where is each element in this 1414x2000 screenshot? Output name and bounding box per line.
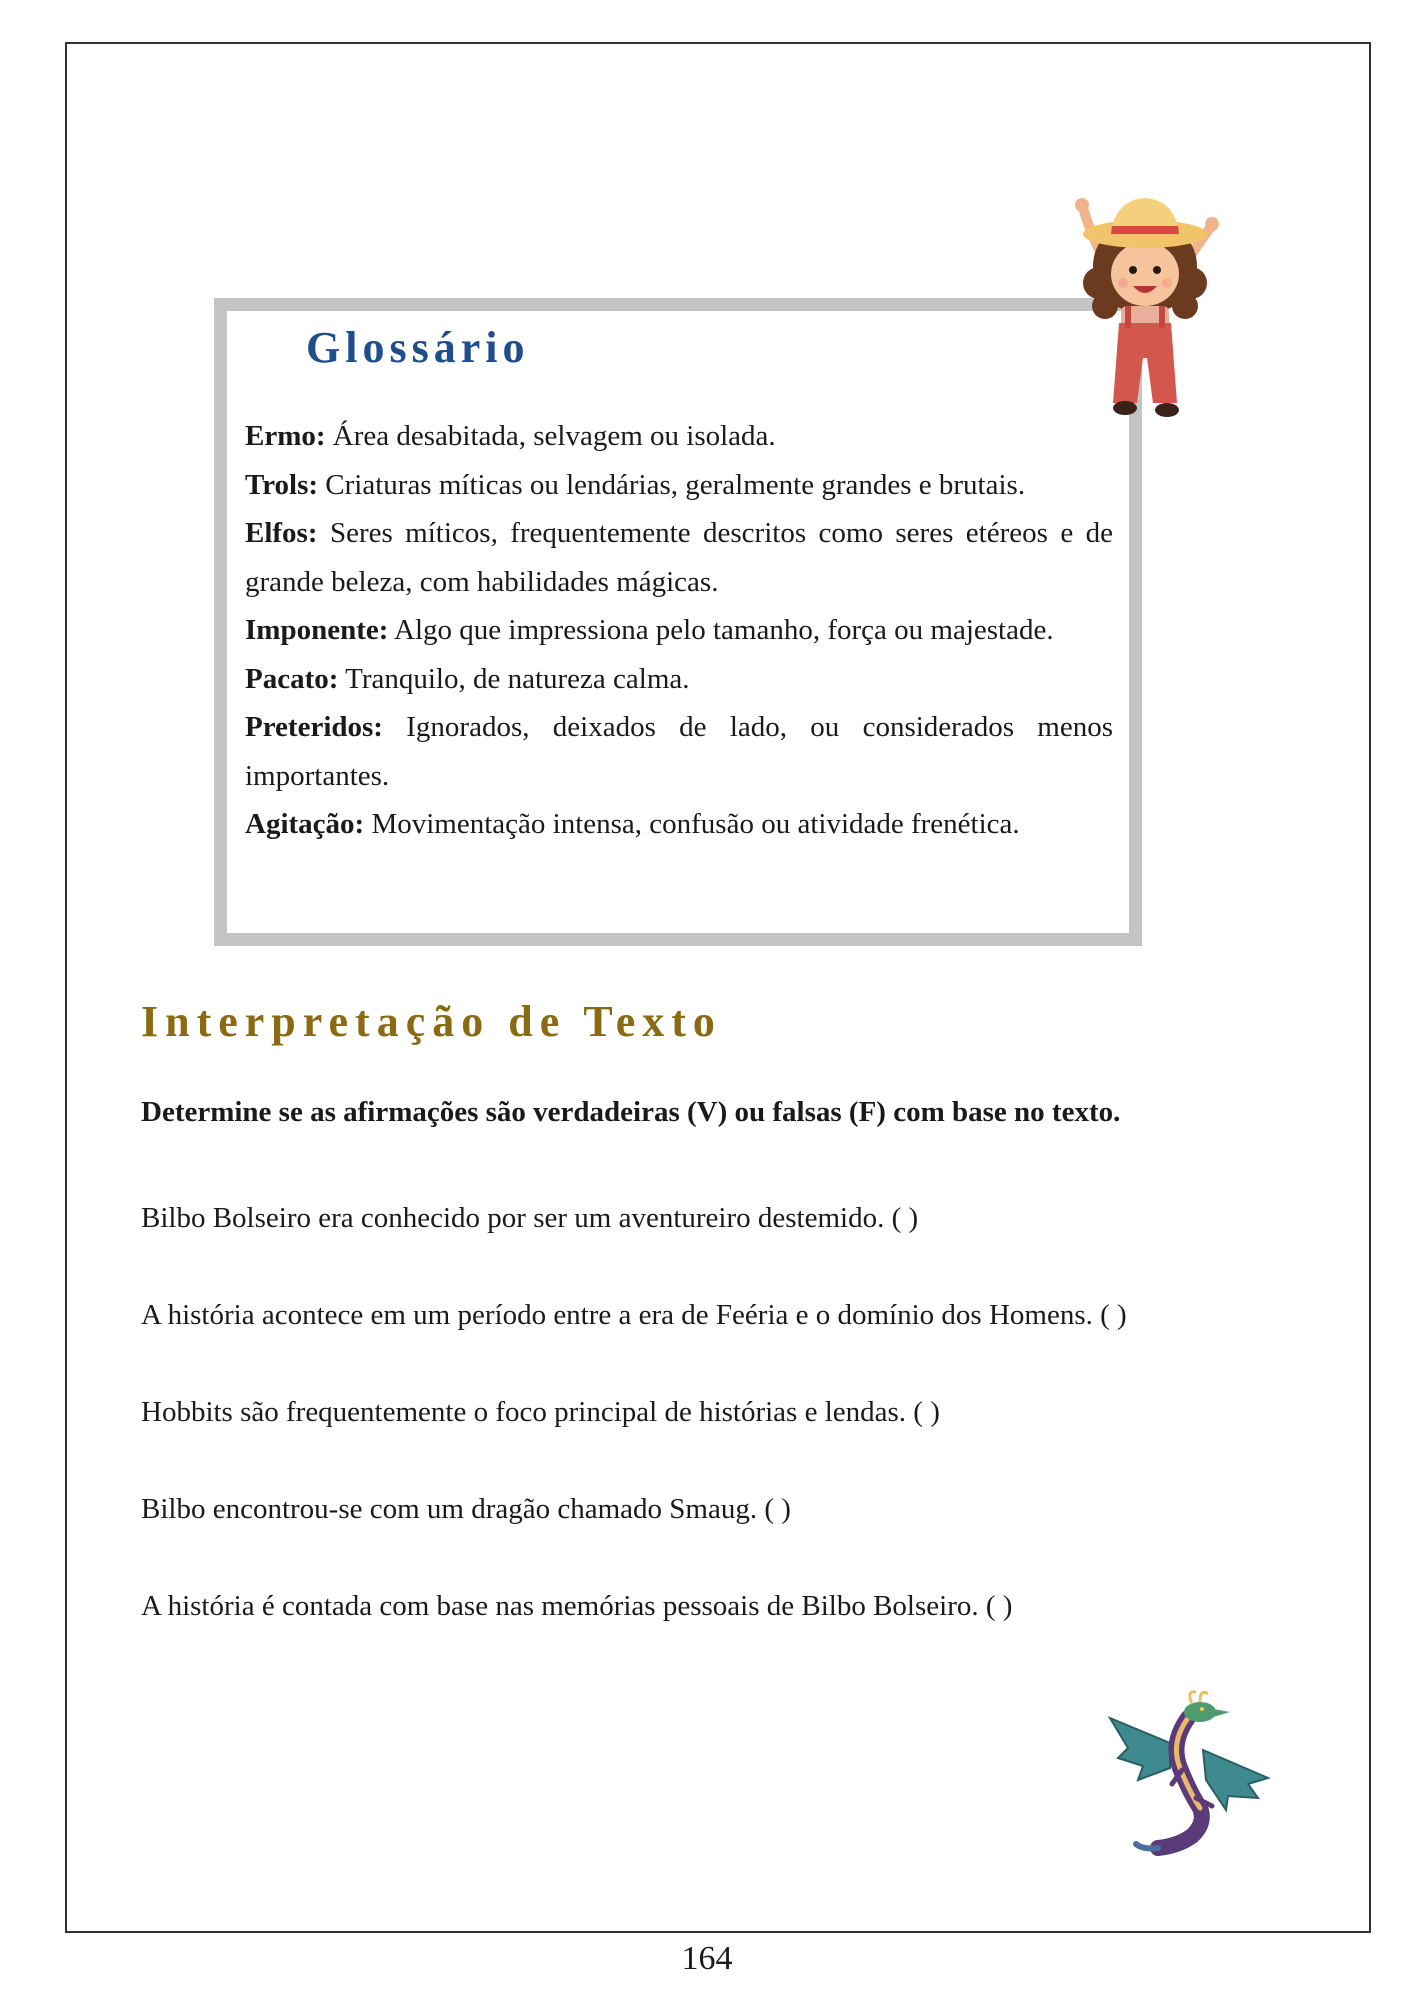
glossary-list: [245, 412, 1113, 849]
glossary-entry-pacato: [245, 655, 1113, 704]
glossary-title: Glossário: [306, 323, 530, 372]
page-number: 164: [681, 1940, 733, 1977]
glossary-definition: Criaturas míticas ou lendárias, geralmente grandes e brutais.: [325, 468, 1026, 501]
instruction-text: Determine se as afirmações são verdadeiras (V) ou falsas (F) com base no texto.: [141, 1096, 1121, 1128]
glossary-term: Preteridos:: [245, 711, 383, 743]
glossary-definition: Algo que impressiona pelo tamanho, força ou majestade.: [394, 614, 1054, 646]
glossary-definition: Movimentação intensa, confusão ou atividade frenética.: [371, 808, 1020, 840]
glossary-entry-imponente: [245, 606, 1113, 655]
glossary-entry-preteridos: [245, 703, 1113, 800]
glossary-definition: Área desabitada, selvagem ou isolada.: [332, 420, 776, 452]
section-title: Interpretação de Texto: [141, 997, 722, 1046]
glossary-entry-trols: [245, 461, 1113, 510]
dragon-illustration: [1108, 1688, 1278, 1858]
statement-item: Hobbits são frequentemente o foco principal de histórias e lendas. ( ): [141, 1396, 940, 1428]
glossary-term: Elfos:: [245, 517, 318, 549]
glossary-definition: Ignorados, deixados de lado, ou considerados menos importantes.: [245, 711, 1113, 792]
glossary-definition: Tranquilo, de natureza calma.: [345, 662, 690, 695]
statement-item: Bilbo Bolseiro era conhecido por ser um aventureiro destemido. ( ): [141, 1202, 919, 1234]
glossary-term: Agitação:: [245, 808, 365, 840]
statements-list: [141, 1198, 1321, 1683]
glossary-term: Trols:: [245, 468, 319, 501]
statement-item: A história acontece em um período entre a era de Feéria e o domínio dos Homens. ( ): [141, 1299, 1127, 1331]
statement-item: Bilbo encontrou-se com um dragão chamado Smaug. ( ): [141, 1493, 791, 1525]
glossary-term: Ermo:: [245, 420, 326, 452]
glossary-entry-ermo: [245, 412, 1113, 461]
glossary-definition: Seres míticos, frequentemente descritos como seres etéreos e de grande beleza, com habilidades mágicas.: [245, 517, 1114, 598]
girl-illustration: [1055, 188, 1235, 458]
glossary-term: Pacato:: [245, 662, 339, 695]
glossary-term: Imponente:: [245, 614, 389, 646]
statement-item: A história é contada com base nas memórias pessoais de Bilbo Bolseiro. ( ): [141, 1590, 1013, 1622]
glossary-entry-agitacao: [245, 800, 1113, 849]
glossary-entry-elfos: [245, 509, 1113, 606]
